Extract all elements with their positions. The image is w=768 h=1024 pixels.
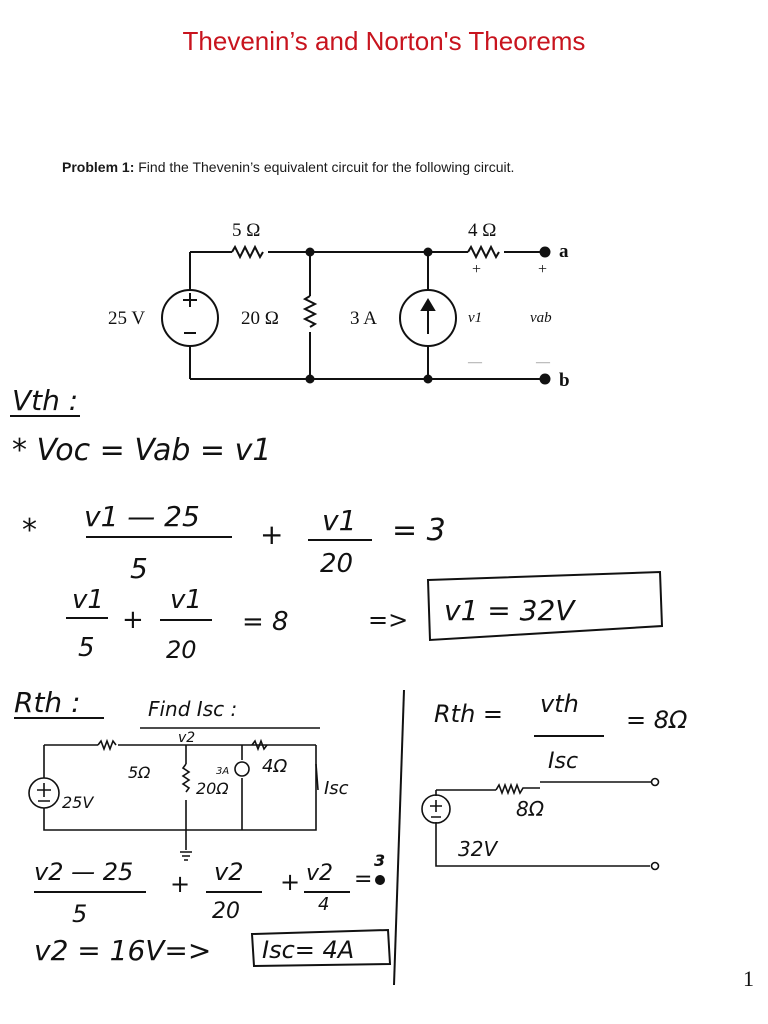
eq2-plus: + — [122, 605, 144, 635]
eq3-rhs: = — [354, 867, 373, 892]
eq4-result: Isc= 4A — [262, 936, 355, 964]
eq2-numerator-2: v1 — [170, 585, 202, 615]
ground-icon — [180, 852, 192, 860]
handwritten-notes — [10, 384, 688, 985]
resistor-4ohm — [468, 247, 499, 257]
sc-v2: v2 — [178, 730, 196, 746]
rth-heading: Rth : — [14, 686, 81, 719]
label-vab: vab — [530, 310, 552, 326]
eq3-denominator-2: 20 — [212, 899, 240, 924]
resistor-5ohm — [232, 247, 263, 257]
resistor-icon — [183, 764, 189, 792]
terminal-icon — [652, 779, 659, 786]
label-plus-v1: + — [472, 261, 482, 278]
sc-5ohm: 5Ω — [128, 763, 151, 782]
node-dot — [306, 375, 315, 384]
eq3-numerator-1: v2 — 25 — [34, 858, 134, 886]
eq-8ohm: 8Ω — [516, 797, 545, 821]
node-dot — [424, 248, 433, 257]
eq3-plus-1: + — [170, 870, 191, 898]
find-isc: Find Isc : — [148, 697, 238, 721]
eq2-rhs: = 8 — [242, 607, 289, 637]
eq1-numerator-1: v1 — 25 — [84, 500, 200, 533]
page-title: Thevenin’s and Norton's Theorems — [182, 26, 586, 56]
problem-label: Problem 1: — [62, 159, 135, 175]
eq3-denominator-1: 5 — [72, 900, 88, 928]
eq1-plus: + — [260, 518, 284, 551]
terminal-b-dot — [540, 374, 551, 385]
label-node-b: b — [559, 370, 570, 391]
node-dot — [306, 248, 315, 257]
eq4-line: v2 = 16V=> — [34, 934, 212, 967]
eq1-numerator-2: v1 — [322, 504, 357, 537]
label-20ohm: 20 Ω — [241, 308, 279, 329]
resistor-icon — [496, 785, 540, 793]
voc-line: * Voc = Vab = v1 — [12, 433, 272, 468]
resistor-20ohm — [305, 296, 315, 327]
polarity-icon — [37, 783, 51, 801]
eq2-denominator-1: 5 — [78, 633, 95, 663]
rth-eq-left: Rth = — [434, 700, 504, 728]
source-polarity-icon — [183, 293, 197, 333]
eq2-arrow: => — [368, 606, 409, 634]
eq3-numerator-3: v2 — [306, 861, 334, 886]
label-plus-vab: + — [538, 261, 548, 278]
current-source-icon — [235, 762, 249, 776]
eq3-plus-2: + — [280, 868, 301, 896]
problem-text: Find the Thevenin’s equivalent circuit for the following circuit. — [138, 159, 515, 175]
label-node-a: a — [559, 241, 569, 262]
ink-blot — [375, 875, 385, 885]
eq-32v: 32V — [458, 837, 498, 861]
label-4ohm: 4 Ω — [468, 220, 497, 241]
label-3a: 3 A — [350, 308, 377, 329]
eq3-numerator-2: v2 — [214, 858, 244, 886]
label-v1: v1 — [468, 310, 483, 326]
sc-20ohm: 20Ω — [196, 779, 229, 798]
node-dot — [424, 375, 433, 384]
terminal-a-dot — [540, 247, 551, 258]
divider-line — [394, 690, 404, 985]
polarity-icon — [430, 800, 442, 817]
sc-25v: 25V — [62, 793, 94, 812]
eq1-denominator-1: 5 — [130, 552, 148, 585]
eq1-denominator-2: 20 — [320, 549, 354, 579]
sc-4ohm: 4Ω — [262, 756, 288, 777]
rth-denominator: Isc — [548, 749, 579, 774]
resistor-icon — [98, 741, 116, 749]
sc-3a: 3A — [216, 766, 230, 777]
page-number: 1 — [743, 966, 754, 991]
rth-numerator: vth — [540, 690, 579, 718]
eq2-result: v1 = 32V — [444, 594, 575, 627]
sc-isc: Isc — [324, 778, 349, 799]
terminal-icon — [652, 863, 659, 870]
eq1-rhs: = 3 — [392, 513, 446, 548]
label-5ohm: 5 Ω — [232, 220, 261, 241]
eq2-denominator-2: 20 — [166, 636, 197, 664]
eq2-numerator-1: v1 — [72, 585, 104, 615]
star-bullet: * — [22, 513, 37, 548]
arrow-head-icon — [422, 300, 434, 310]
label-25v: 25 V — [108, 308, 146, 329]
vth-heading: Vth : — [12, 384, 79, 417]
eq3-denominator-3: 4 — [318, 894, 330, 915]
rth-rhs: = 8Ω — [626, 706, 688, 734]
label-minus-vab: — — [536, 355, 550, 370]
label-minus-v1: — — [468, 355, 482, 370]
eq3-three: 3 — [374, 851, 386, 870]
